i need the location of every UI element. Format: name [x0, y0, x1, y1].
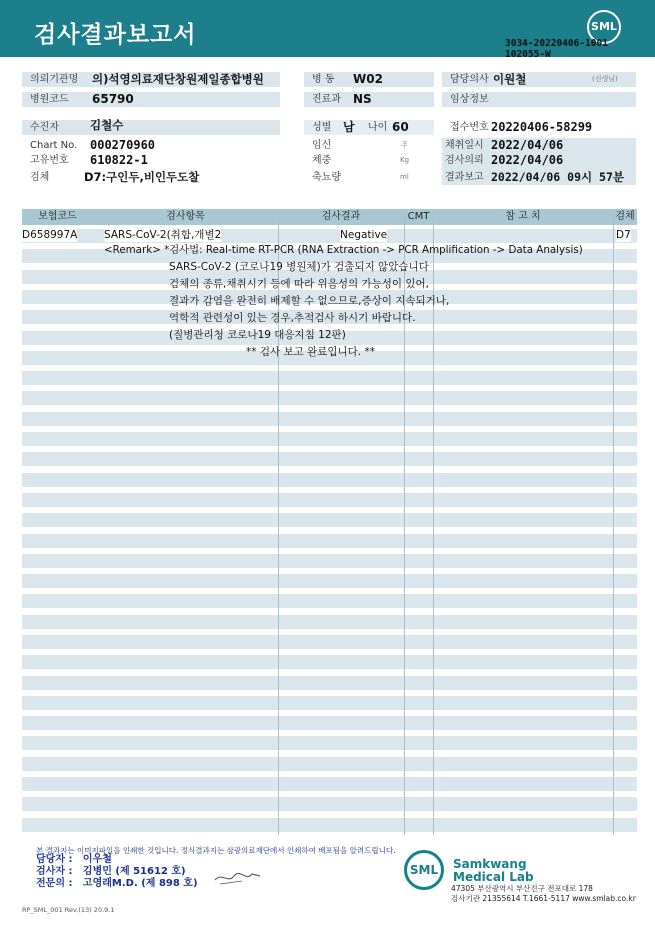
clinical-field	[442, 92, 636, 107]
unique-label: 고유번호	[30, 155, 69, 166]
company-name-line2: Medical Lab	[453, 870, 534, 884]
ward-label: 병 동	[312, 74, 335, 85]
specialist-label: 전문의 :	[36, 878, 73, 889]
chart-label: Chart No.	[30, 140, 78, 151]
company-contact: 검사기관 21355614 T.1661-5117 www.smlab.co.kr	[451, 894, 636, 903]
reporter-label: 담당자 :	[36, 854, 73, 865]
table-band	[22, 696, 637, 710]
hospital-label: 의뢰기관명	[30, 74, 79, 85]
dept-value: NS	[353, 92, 372, 106]
table-band	[22, 635, 637, 649]
table-band	[22, 676, 637, 690]
table-band	[22, 615, 637, 629]
document-id	[505, 38, 608, 60]
specimen-value: D7:구인두,비인두도찰	[84, 170, 200, 184]
document-id-line1: 3034-20220406-1001	[505, 38, 608, 49]
report-title: 검사결과보고서	[34, 22, 197, 48]
doctor-label: 담당의사	[450, 74, 489, 85]
remark-line: 결과가 감염을 완전히 배제할 수 없으므로,증상이 지속되거나,	[169, 295, 450, 307]
report-label: 결과보고	[445, 172, 484, 183]
table-band	[22, 432, 637, 446]
remark-line: <Remark> *검사법: Real-time RT-PCR (RNA Extraction -> PCR Amplification -> Data Analysis)	[104, 244, 583, 256]
examiner-label: 검사자 :	[36, 866, 73, 877]
examiner-value: 김병민 (제 51612 호)	[82, 866, 186, 877]
row-item: SARS-CoV-2(취합,개별2	[104, 229, 222, 241]
chart-value: 000270960	[90, 138, 156, 152]
weight-label: 체중	[312, 155, 332, 166]
row-code: D658997A	[22, 229, 78, 241]
hospital-value: 의)석영의료재단창원제일종합병원	[92, 72, 264, 86]
collect-label: 채취일시	[445, 140, 484, 151]
weight-unit: Kg	[400, 156, 410, 164]
remark-line: 역학적 관련성이 있는 경우,추적검사 하시기 바랍니다.	[169, 312, 416, 324]
table-band	[22, 554, 637, 568]
col-header-item: 검사항목	[93, 209, 278, 225]
dept-label: 진료과	[312, 94, 341, 105]
hospital-code-label: 병원코드	[30, 94, 69, 105]
sex-value: 남	[343, 120, 355, 134]
request-label: 검사의뢰	[445, 155, 484, 166]
hospital-code-field	[22, 92, 280, 107]
row-result: Negative	[340, 229, 388, 241]
footer-notice: 본 결과지는 이미지파일을 인쇄한 것입니다. 정식결과지는 삼광의료재단에서 인쇄하여 배포됨을 알려드립니다.	[36, 846, 396, 855]
table-band	[22, 412, 637, 426]
col-header-cmt: CMT	[404, 209, 433, 225]
recipient-label: 수진자	[30, 122, 59, 133]
receipt-value: 20220406-58299	[491, 120, 593, 134]
signature-icon	[212, 866, 264, 888]
table-band	[22, 797, 637, 811]
form-code: RP_SML_001 Rev.(13) 20.9.1	[22, 906, 115, 914]
recipient-value: 김철수	[90, 118, 124, 132]
specimen-label: 검체	[30, 172, 50, 183]
report-complete-text: ** 검사 보고 완료입니다. **	[246, 346, 375, 358]
sex-label: 성별	[312, 122, 332, 133]
company-address: 47305 부산광역시 부산진구 전포대로 178	[451, 884, 593, 893]
table-band	[22, 513, 637, 527]
table-band	[22, 736, 637, 750]
clinical-label: 임상정보	[450, 94, 489, 105]
request-value: 2022/04/06	[491, 153, 564, 167]
pregnancy-unit: 주	[401, 141, 408, 149]
col-header-reference: 참 고 치	[433, 209, 613, 225]
remark-line: (질병관리청 코로나19 대응지침 12판)	[169, 329, 346, 341]
table-band	[22, 493, 637, 507]
col-header-result: 검사결과	[278, 209, 404, 225]
table-band	[22, 777, 637, 791]
specialist-value: 고영래M.D. (제 898 호)	[82, 878, 198, 889]
doctor-value: 이원철	[493, 72, 527, 86]
table-band	[22, 716, 637, 730]
ward-value: W02	[353, 72, 383, 86]
signatures	[36, 854, 198, 890]
age-value: 60	[392, 120, 409, 134]
document-id-line2: 102055-W	[505, 49, 551, 60]
unique-value: 610822-1	[90, 153, 148, 167]
table-band	[22, 473, 637, 487]
hospital-code-value: 65790	[92, 92, 134, 106]
collect-value: 2022/04/06	[491, 138, 564, 152]
urine-label: 축뇨량	[312, 172, 341, 183]
company-address-block	[451, 884, 636, 904]
table-band	[22, 655, 637, 669]
table-band	[22, 818, 637, 832]
table-band	[22, 391, 637, 405]
col-header-code: 보험코드	[22, 209, 93, 225]
column-divider	[613, 209, 614, 835]
report-value: 2022/04/06 09시 57분	[491, 170, 624, 184]
table-band	[22, 594, 637, 608]
table-band	[22, 574, 637, 588]
footer-logo-icon: SML	[404, 850, 444, 890]
age-label: 나이	[368, 122, 388, 133]
col-header-specimen: 검체	[613, 209, 637, 225]
row-specimen: D7	[616, 229, 631, 241]
table-band	[22, 757, 637, 771]
receipt-label: 접수번호	[450, 122, 489, 133]
table-band	[22, 534, 637, 548]
doctor-sign-note: (선생님)	[592, 75, 618, 83]
company-name-line1: Samkwang	[453, 857, 527, 871]
recipient-field	[22, 120, 280, 135]
table-band	[22, 371, 637, 385]
sml-logo-icon: SML	[587, 10, 621, 44]
urine-unit: ml	[400, 173, 409, 181]
pregnancy-label: 임신	[312, 140, 332, 151]
remark-line: 검체의 종류,채취시기 등에 따라 위음성의 가능성이 있어,	[169, 278, 429, 290]
reporter-value: 이우철	[82, 854, 112, 865]
table-band	[22, 452, 637, 466]
company-name	[453, 858, 534, 884]
remark-line: SARS-CoV-2 (코로나19 병원체)가 검출되지 않았습니다	[169, 261, 429, 273]
